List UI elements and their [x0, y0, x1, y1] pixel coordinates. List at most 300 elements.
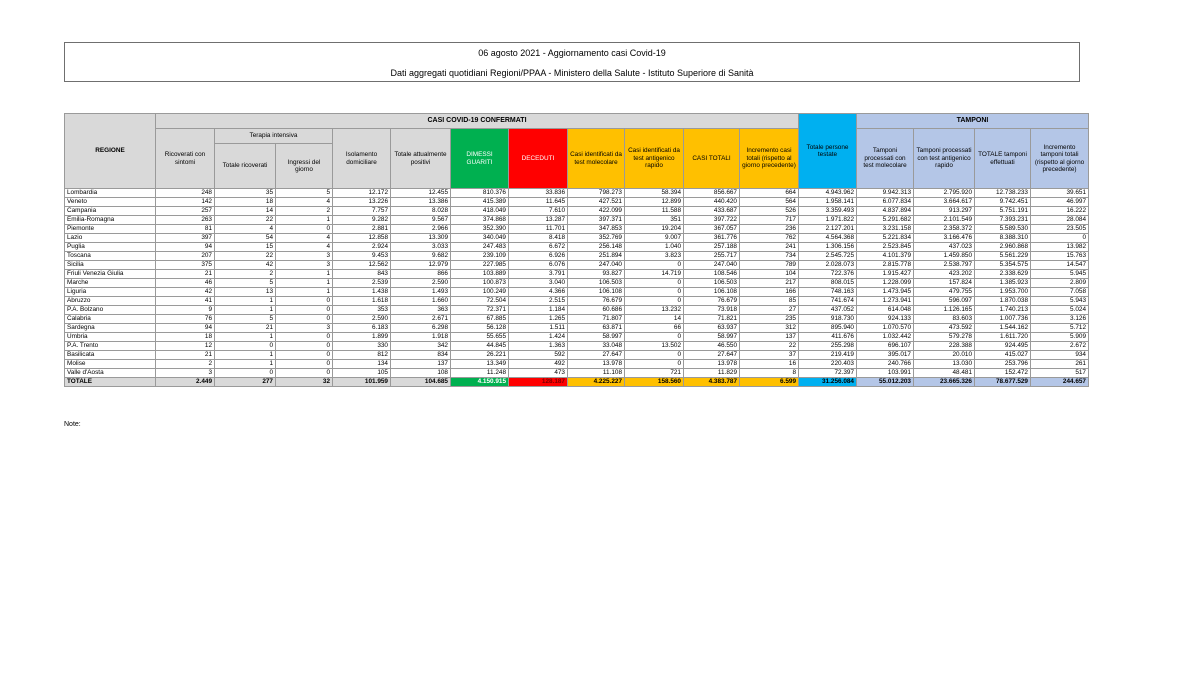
table-cell: 1.438: [333, 288, 391, 297]
table-cell: 72.371: [451, 306, 509, 315]
table-cell: 367.057: [684, 225, 740, 234]
table-cell: 0: [276, 342, 333, 351]
table-cell: 6.077.834: [857, 198, 914, 207]
table-cell: 27: [740, 306, 799, 315]
table-cell: 4.564.368: [799, 234, 857, 243]
table-row: [65, 198, 1089, 207]
table-cell: 11.645: [509, 198, 568, 207]
table-row: [65, 225, 1089, 234]
table-cell: 3: [276, 324, 333, 333]
report-title: 06 agosto 2021 - Aggiornamento casi Covid-19: [478, 48, 666, 58]
table-cell: 15: [215, 243, 276, 252]
region-name: Puglia: [65, 243, 156, 252]
table-cell: 0: [215, 369, 276, 378]
table-cell: 21: [156, 270, 215, 279]
table-cell: 104.685: [391, 378, 451, 387]
table-cell: 2.924: [333, 243, 391, 252]
table-cell: 251.894: [568, 252, 625, 261]
table-cell: 2.338.629: [975, 270, 1031, 279]
region-name: Umbria: [65, 333, 156, 342]
table-cell: 261: [1031, 360, 1089, 369]
table-cell: 3: [276, 261, 333, 270]
table-cell: 2.539: [333, 279, 391, 288]
table-cell: 19.204: [625, 225, 684, 234]
table-cell: 5: [215, 279, 276, 288]
table-cell: 4.101.379: [857, 252, 914, 261]
table-cell: 13.226: [333, 198, 391, 207]
table-cell: 22: [215, 216, 276, 225]
table-cell: 1.265: [509, 315, 568, 324]
table-cell: 220.403: [799, 360, 857, 369]
table-cell: 411.676: [799, 333, 857, 342]
table-cell: 3: [276, 252, 333, 261]
table-cell: 1.424: [509, 333, 568, 342]
table-cell: 913.297: [914, 207, 975, 216]
table-cell: 7.757: [333, 207, 391, 216]
table-cell: 918.730: [799, 315, 857, 324]
table-cell: 227.985: [451, 261, 509, 270]
col-header-incremento-casi: Incremento casi totali (rispetto al giorno precedente): [740, 129, 799, 189]
table-cell: 397.371: [568, 216, 625, 225]
region-name: Molise: [65, 360, 156, 369]
table-cell: 9: [156, 306, 215, 315]
table-cell: 256.148: [568, 243, 625, 252]
table-cell: 1.126.165: [914, 306, 975, 315]
table-cell: 12.455: [391, 189, 451, 198]
group-header-confermati: CASI COVID-19 CONFERMATI: [156, 114, 799, 129]
table-cell: 1.511: [509, 324, 568, 333]
table-cell: 253.796: [975, 360, 1031, 369]
table-cell: 0: [625, 351, 684, 360]
table-cell: 21: [215, 324, 276, 333]
table-cell: 46.550: [684, 342, 740, 351]
col-header-ricoverati: Ricoverati con sintomi: [156, 129, 215, 189]
table-cell: 4.150.915: [451, 378, 509, 387]
table-cell: 2.449: [156, 378, 215, 387]
table-cell: 106.108: [684, 288, 740, 297]
table-cell: 28.084: [1031, 216, 1089, 225]
table-cell: 8.388.310: [975, 234, 1031, 243]
table-cell: 0: [276, 360, 333, 369]
table-cell: 11.701: [509, 225, 568, 234]
col-header-tamponi-molecolare: Tamponi processati con test molecolare: [857, 129, 914, 189]
table-cell: 741.674: [799, 297, 857, 306]
table-cell: 100.249: [451, 288, 509, 297]
table-row: [65, 189, 1089, 198]
table-cell: 23.665.326: [914, 378, 975, 387]
table-cell: 2.523.845: [857, 243, 914, 252]
table-cell: 37: [740, 351, 799, 360]
table-cell: 2.672: [1031, 342, 1089, 351]
table-cell: 1.306.156: [799, 243, 857, 252]
table-cell: 4: [276, 234, 333, 243]
table-cell: 12.979: [391, 261, 451, 270]
table-cell: 4: [215, 225, 276, 234]
table-cell: 8.418: [509, 234, 568, 243]
table-cell: 0: [276, 306, 333, 315]
table-row: [65, 243, 1089, 252]
table-cell: 1.899: [333, 333, 391, 342]
table-cell: 81: [156, 225, 215, 234]
table-cell: 239.109: [451, 252, 509, 261]
table-cell: 13.030: [914, 360, 975, 369]
table-cell: 58.997: [684, 333, 740, 342]
table-cell: 67.885: [451, 315, 509, 324]
table-cell: 492: [509, 360, 568, 369]
table-cell: 375: [156, 261, 215, 270]
table-cell: 76: [156, 315, 215, 324]
col-header-totale-tamponi: TOTALE tamponi effettuati: [975, 129, 1031, 189]
table-cell: 9.682: [391, 252, 451, 261]
report-header: [64, 42, 1080, 82]
table-cell: 810.376: [451, 189, 509, 198]
col-header-totale-ricoverati: Totale ricoverati: [215, 144, 276, 189]
table-cell: 812: [333, 351, 391, 360]
table-cell: 789: [740, 261, 799, 270]
table-cell: 1.611.720: [975, 333, 1031, 342]
table-cell: 94: [156, 243, 215, 252]
table-cell: 1.273.941: [857, 297, 914, 306]
table-cell: 1: [215, 333, 276, 342]
table-cell: 6.599: [740, 378, 799, 387]
table-cell: 856.667: [684, 189, 740, 198]
table-cell: 1: [276, 270, 333, 279]
report-subtitle: Dati aggregati quotidiani Regioni/PPAA - Ministero della Salute - Istituto Superiore di Sanità: [390, 68, 754, 78]
table-cell: 9.282: [333, 216, 391, 225]
table-cell: 9.453: [333, 252, 391, 261]
table-cell: 614.048: [857, 306, 914, 315]
table-cell: 13.349: [451, 360, 509, 369]
region-name: Calabria: [65, 315, 156, 324]
col-header-attualmente-positivi: Totale attualmente positivi: [391, 129, 451, 189]
table-cell: 1: [215, 297, 276, 306]
table-cell: 361.776: [684, 234, 740, 243]
col-header-incremento-tamponi: Incremento tamponi totali (rispetto al giorno precedente): [1031, 129, 1089, 189]
table-cell: 240.766: [857, 360, 914, 369]
region-name: TOTALE: [65, 378, 156, 387]
table-cell: 418.049: [451, 207, 509, 216]
table-cell: 0: [276, 351, 333, 360]
total-row: [65, 378, 1089, 387]
table-cell: 592: [509, 351, 568, 360]
table-cell: 63.871: [568, 324, 625, 333]
table-cell: 717: [740, 216, 799, 225]
table-cell: 4.366: [509, 288, 568, 297]
table-cell: 11.829: [684, 369, 740, 378]
table-cell: 1.493: [391, 288, 451, 297]
table-cell: 564: [740, 198, 799, 207]
table-cell: 5.945: [1031, 270, 1089, 279]
table-cell: 1.544.162: [975, 324, 1031, 333]
table-cell: 27.647: [684, 351, 740, 360]
table-cell: 5: [215, 315, 276, 324]
col-header-isolamento: Isolamento domiciliare: [333, 129, 391, 189]
table-row: [65, 315, 1089, 324]
table-row: [65, 234, 1089, 243]
table-cell: 4.943.962: [799, 189, 857, 198]
table-cell: 5.354.575: [975, 261, 1031, 270]
table-cell: 1.184: [509, 306, 568, 315]
table-cell: 340.049: [451, 234, 509, 243]
table-cell: 397.722: [684, 216, 740, 225]
table-cell: 72.397: [799, 369, 857, 378]
table-cell: 33.836: [509, 189, 568, 198]
region-name: Lazio: [65, 234, 156, 243]
table-cell: 1.473.945: [857, 288, 914, 297]
table-cell: 924.495: [975, 342, 1031, 351]
table-cell: 5.751.191: [975, 207, 1031, 216]
table-cell: 137: [391, 360, 451, 369]
table-body: [65, 189, 1089, 387]
col-header-tamponi-antigenico: Tamponi processati con test antigenico rapido: [914, 129, 975, 189]
table-cell: 397: [156, 234, 215, 243]
table-cell: 247.040: [568, 261, 625, 270]
table-cell: 0: [215, 342, 276, 351]
group-header-terapia: Terapia intensiva: [215, 129, 333, 144]
table-cell: 71.807: [568, 315, 625, 324]
table-cell: 866: [391, 270, 451, 279]
table-cell: 5.589.530: [975, 225, 1031, 234]
region-name: P.A. Bolzano: [65, 306, 156, 315]
table-cell: 23.505: [1031, 225, 1089, 234]
table-cell: 1.740.213: [975, 306, 1031, 315]
table-cell: 142: [156, 198, 215, 207]
table-cell: 5.024: [1031, 306, 1089, 315]
table-cell: 263: [156, 216, 215, 225]
table-cell: 3.126: [1031, 315, 1089, 324]
table-cell: 14: [625, 315, 684, 324]
table-cell: 26.221: [451, 351, 509, 360]
table-cell: 479.755: [914, 288, 975, 297]
table-cell: 13.978: [568, 360, 625, 369]
table-cell: 721: [625, 369, 684, 378]
table-row: [65, 252, 1089, 261]
table-cell: 2: [276, 207, 333, 216]
col-header-casi-molecolare: Casi identificati da test molecolare: [568, 129, 625, 189]
table-cell: 1.459.850: [914, 252, 975, 261]
table-cell: 93.827: [568, 270, 625, 279]
table-cell: 415.389: [451, 198, 509, 207]
table-row: [65, 216, 1089, 225]
table-cell: 437.052: [799, 306, 857, 315]
table-cell: 798.273: [568, 189, 625, 198]
table-cell: 18: [156, 333, 215, 342]
table-cell: 58.997: [568, 333, 625, 342]
region-name: Basilicata: [65, 351, 156, 360]
region-name: Abruzzo: [65, 297, 156, 306]
table-row: [65, 333, 1089, 342]
table-cell: 2.966: [391, 225, 451, 234]
table-cell: 0: [625, 360, 684, 369]
table-cell: 762: [740, 234, 799, 243]
table-cell: 0: [276, 297, 333, 306]
table-cell: 248: [156, 189, 215, 198]
table-cell: 4: [276, 243, 333, 252]
table-cell: 2.815.778: [857, 261, 914, 270]
table-cell: 22: [215, 252, 276, 261]
table-cell: 352.769: [568, 234, 625, 243]
table-cell: 71.821: [684, 315, 740, 324]
table-cell: 13.982: [1031, 243, 1089, 252]
table-cell: 244.657: [1031, 378, 1089, 387]
region-name: Toscana: [65, 252, 156, 261]
table-cell: 2.960.868: [975, 243, 1031, 252]
region-name: Piemonte: [65, 225, 156, 234]
table-cell: 2.127.201: [799, 225, 857, 234]
table-cell: 13.287: [509, 216, 568, 225]
table-cell: 11.248: [451, 369, 509, 378]
table-cell: 363: [391, 306, 451, 315]
table-cell: 14: [215, 207, 276, 216]
table-cell: 422.099: [568, 207, 625, 216]
table-cell: 257.188: [684, 243, 740, 252]
region-name: Emilia-Romagna: [65, 216, 156, 225]
table-cell: 0: [276, 315, 333, 324]
table-cell: 106.503: [684, 279, 740, 288]
region-name: Marche: [65, 279, 156, 288]
region-name: Campania: [65, 207, 156, 216]
table-row: [65, 207, 1089, 216]
table-cell: 843: [333, 270, 391, 279]
table-cell: 217: [740, 279, 799, 288]
table-cell: 2.538.797: [914, 261, 975, 270]
table-cell: 13.232: [625, 306, 684, 315]
table-cell: 101.959: [333, 378, 391, 387]
table-cell: 1.618: [333, 297, 391, 306]
table-cell: 103.889: [451, 270, 509, 279]
table-cell: 66: [625, 324, 684, 333]
table-row: [65, 288, 1089, 297]
table-cell: 44.845: [451, 342, 509, 351]
table-cell: 137: [740, 333, 799, 342]
table-cell: 2.028.073: [799, 261, 857, 270]
table-cell: 255.298: [799, 342, 857, 351]
col-header-casi-totali: CASI TOTALI: [684, 129, 740, 189]
col-header-ingressi: Ingressi del giorno: [276, 144, 333, 189]
table-cell: 1: [215, 351, 276, 360]
table-cell: 247.483: [451, 243, 509, 252]
table-cell: 1.915.427: [857, 270, 914, 279]
table-cell: 55.655: [451, 333, 509, 342]
table-cell: 5.712: [1031, 324, 1089, 333]
covid-cases-table: [64, 113, 1089, 387]
table-cell: 3.359.493: [799, 207, 857, 216]
table-cell: 596.097: [914, 297, 975, 306]
region-name: P.A. Trento: [65, 342, 156, 351]
table-cell: 2.358.372: [914, 225, 975, 234]
table-cell: 48.481: [914, 369, 975, 378]
table-cell: 1.918: [391, 333, 451, 342]
col-header-regione: REGIONE: [65, 114, 156, 189]
table-cell: 207: [156, 252, 215, 261]
region-name: Valle d'Aosta: [65, 369, 156, 378]
region-name: Liguria: [65, 288, 156, 297]
table-row: [65, 270, 1089, 279]
table-cell: 3.664.617: [914, 198, 975, 207]
table-cell: 1.971.822: [799, 216, 857, 225]
table-cell: 473: [509, 369, 568, 378]
table-cell: 3.231.158: [857, 225, 914, 234]
col-header-deceduti: DECEDUTI: [509, 129, 568, 189]
table-cell: 374.868: [451, 216, 509, 225]
table-cell: 85: [740, 297, 799, 306]
table-cell: 2.590: [333, 315, 391, 324]
table-cell: 579.278: [914, 333, 975, 342]
table-cell: 3: [156, 369, 215, 378]
table-cell: 73.918: [684, 306, 740, 315]
table-cell: 1.363: [509, 342, 568, 351]
table-cell: 4: [276, 198, 333, 207]
table-cell: 134: [333, 360, 391, 369]
table-cell: 423.202: [914, 270, 975, 279]
table-cell: 6.076: [509, 261, 568, 270]
table-row: [65, 297, 1089, 306]
table-cell: 9.567: [391, 216, 451, 225]
table-row: [65, 369, 1089, 378]
table-cell: 13: [215, 288, 276, 297]
table-cell: 236: [740, 225, 799, 234]
table-cell: 152.472: [975, 369, 1031, 378]
table-cell: 2.545.725: [799, 252, 857, 261]
table-cell: 0: [276, 333, 333, 342]
table-row: [65, 324, 1089, 333]
table-cell: 6.926: [509, 252, 568, 261]
table-cell: 4.383.787: [684, 378, 740, 387]
table-cell: 473.592: [914, 324, 975, 333]
table-cell: 1.385.923: [975, 279, 1031, 288]
table-cell: 11.108: [568, 369, 625, 378]
table-cell: 6.672: [509, 243, 568, 252]
table-row: [65, 261, 1089, 270]
table-cell: 2.671: [391, 315, 451, 324]
table-cell: 3.166.476: [914, 234, 975, 243]
table-cell: 9.007: [625, 234, 684, 243]
table-cell: 94: [156, 324, 215, 333]
table-cell: 15.763: [1031, 252, 1089, 261]
table-cell: 353: [333, 306, 391, 315]
col-header-casi-antigenico: Casi identificati da test antigenico rapido: [625, 129, 684, 189]
region-name: Sardegna: [65, 324, 156, 333]
table-cell: 27.647: [568, 351, 625, 360]
table-cell: 5.943: [1031, 297, 1089, 306]
table-cell: 834: [391, 351, 451, 360]
table-cell: 16: [740, 360, 799, 369]
table-cell: 20.010: [914, 351, 975, 360]
table-cell: 12.858: [333, 234, 391, 243]
table-cell: 2.795.920: [914, 189, 975, 198]
table-cell: 11.588: [625, 207, 684, 216]
table-cell: 76.679: [684, 297, 740, 306]
table-cell: 157.824: [914, 279, 975, 288]
table-cell: 128.187: [509, 378, 568, 387]
table-cell: 696.107: [857, 342, 914, 351]
table-cell: 18: [215, 198, 276, 207]
table-row: [65, 279, 1089, 288]
table-cell: 103.991: [857, 369, 914, 378]
table-cell: 56.128: [451, 324, 509, 333]
table-cell: 6.298: [391, 324, 451, 333]
table-cell: 63.937: [684, 324, 740, 333]
table-cell: 2.515: [509, 297, 568, 306]
table-cell: 0: [625, 333, 684, 342]
group-header-tamponi: TAMPONI: [857, 114, 1089, 129]
table-cell: 13.978: [684, 360, 740, 369]
table-cell: 1.228.099: [857, 279, 914, 288]
table-cell: 0: [276, 225, 333, 234]
table-cell: 2.881: [333, 225, 391, 234]
table-cell: 13.309: [391, 234, 451, 243]
table-cell: 0: [276, 369, 333, 378]
